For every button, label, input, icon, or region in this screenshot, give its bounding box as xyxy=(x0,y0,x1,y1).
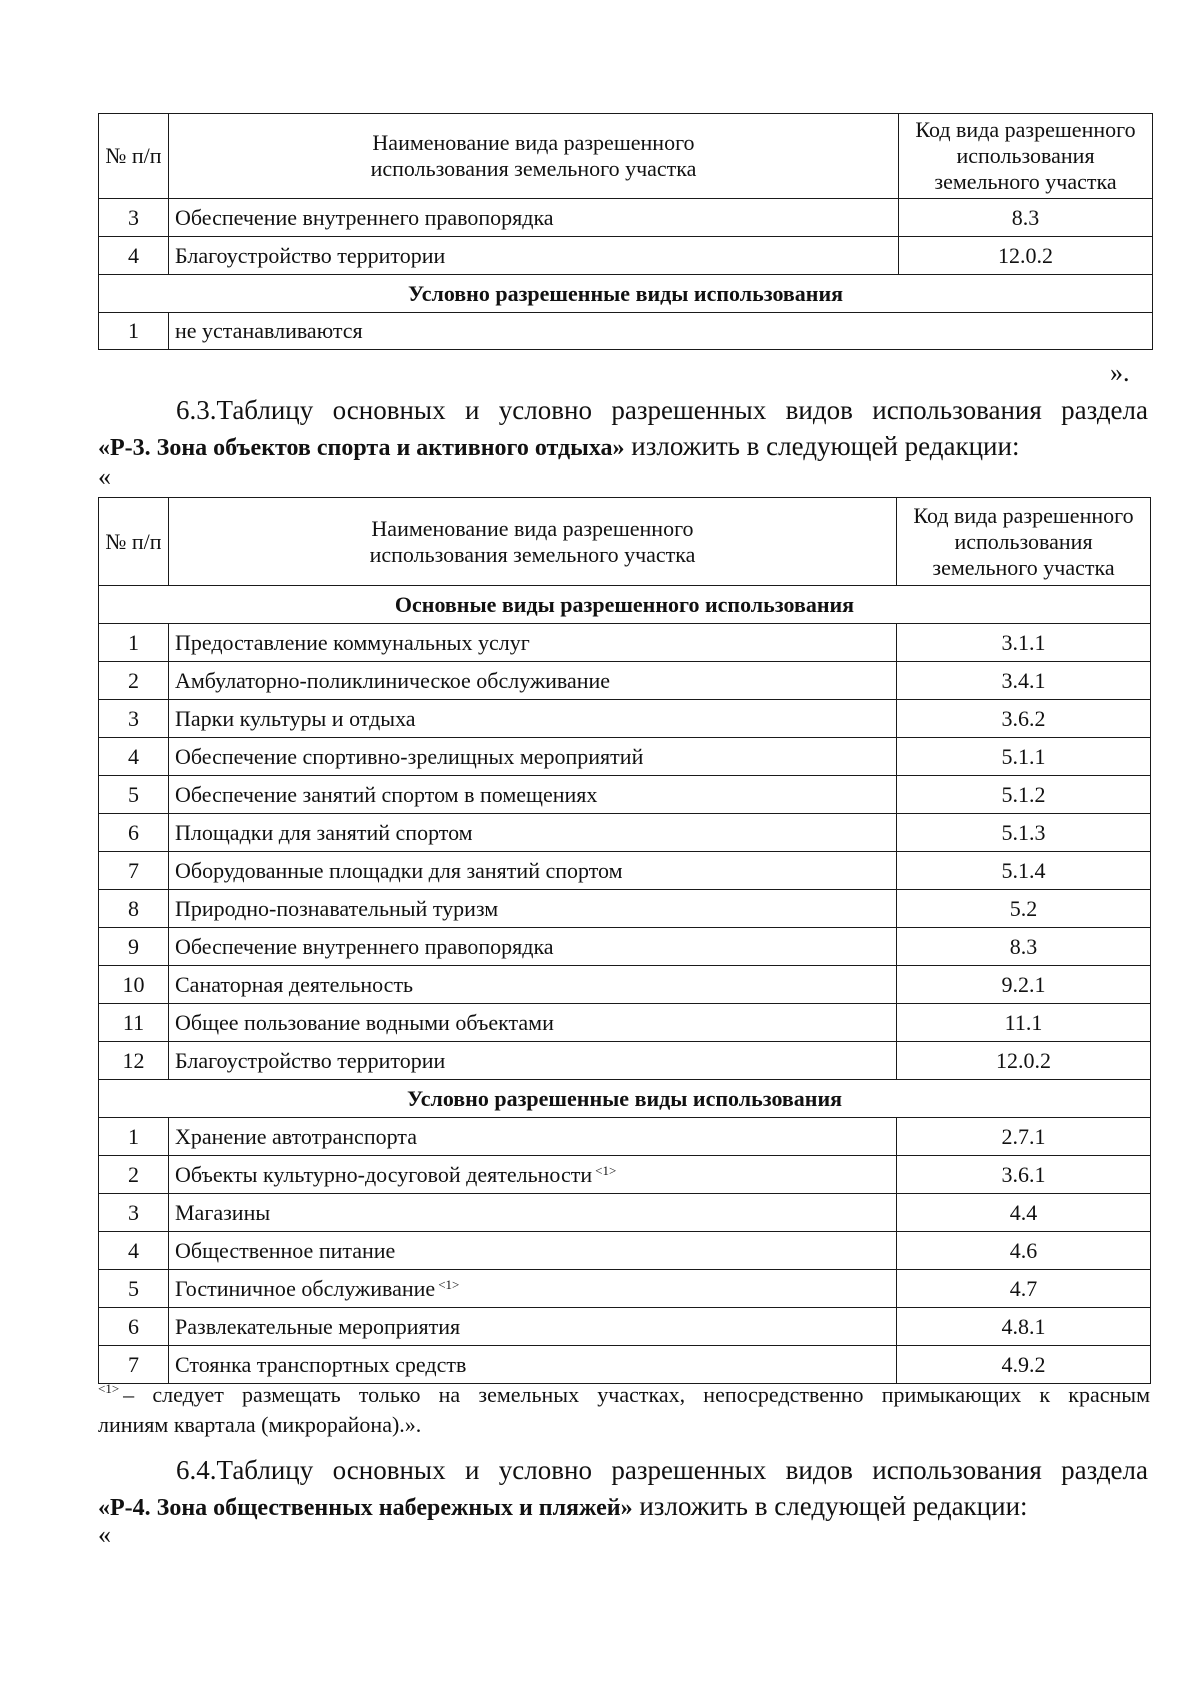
row-code: 3.1.1 xyxy=(897,624,1151,662)
row-name: Благоустройство территории xyxy=(169,237,899,275)
row-code: 5.1.1 xyxy=(897,738,1151,776)
row-num: 12 xyxy=(99,1042,169,1080)
row-name-text: Стоянка транспортных средств xyxy=(175,1351,467,1377)
table-row xyxy=(99,928,1151,966)
table-row xyxy=(99,966,1151,1004)
row-num: 4 xyxy=(99,738,169,776)
row-num: 1 xyxy=(99,1118,169,1156)
row-num: 2 xyxy=(99,1156,169,1194)
row-name-text: Обеспечение спортивно-зрелищных мероприятий xyxy=(175,743,644,769)
row-name xyxy=(169,662,897,700)
paragraph-6-4 xyxy=(98,1452,1148,1526)
row-name-text: Амбулаторно-поликлиническое обслуживание xyxy=(175,667,611,693)
table-row xyxy=(99,738,1151,776)
row-name xyxy=(169,890,897,928)
header-name: Наименование вида разрешенного использования земельного участка xyxy=(169,498,897,586)
paragraph-6-3-rest: изложить в следующей редакции: xyxy=(624,431,1020,461)
row-name xyxy=(169,738,897,776)
row-name-text: Гостиничное обслуживание xyxy=(175,1275,436,1301)
table-row xyxy=(99,1156,1151,1194)
row-code: 4.6 xyxy=(897,1232,1151,1270)
closing-quote: ». xyxy=(1110,358,1130,387)
header-name: Наименование вида разрешенного использования земельного участка xyxy=(169,114,899,199)
footnote-mark: <1> xyxy=(98,1381,120,1396)
row-name xyxy=(169,928,897,966)
row-name-text: Парки культуры и отдыха xyxy=(175,705,416,731)
row-code: 5.2 xyxy=(897,890,1151,928)
row-code: 9.2.1 xyxy=(897,966,1151,1004)
row-code: 8.3 xyxy=(897,928,1151,966)
row-name-text: Природно-познавательный туризм xyxy=(175,895,499,921)
section-row xyxy=(99,1080,1151,1118)
paragraph-6-3-zone: «Р-3. Зона объектов спорта и активного отдыха» xyxy=(98,435,625,461)
row-num: 9 xyxy=(99,928,169,966)
row-name-text: Оборудованные площадки для занятий спортом xyxy=(175,857,623,883)
row-name xyxy=(169,1042,897,1080)
row-code: 4.4 xyxy=(897,1194,1151,1232)
paragraph-6-4-rest: изложить в следующей редакции: xyxy=(632,1491,1028,1521)
table-row xyxy=(99,1308,1151,1346)
row-num: 8 xyxy=(99,890,169,928)
row-name-text: Развлекательные мероприятия xyxy=(175,1313,461,1339)
row-num: 3 xyxy=(99,1194,169,1232)
row-code: 5.1.2 xyxy=(897,776,1151,814)
row-code: 5.1.4 xyxy=(897,852,1151,890)
row-name xyxy=(169,624,897,662)
table-r3-zone xyxy=(98,497,1151,1384)
row-name-text: Объекты культурно-досуговой деятельности xyxy=(175,1161,593,1187)
row-name-text: Хранение автотранспорта xyxy=(175,1123,417,1149)
paragraph-6-3-text: 6.3.Таблицу основных и условно разрешенных видов использования раздела xyxy=(176,395,1148,425)
conditional-rows xyxy=(99,1118,1151,1384)
row-num: 6 xyxy=(99,814,169,852)
header-num: № п/п xyxy=(99,114,169,199)
footnote-line-2: линиям квартала (микрорайона).». xyxy=(98,1412,422,1437)
row-name xyxy=(169,1118,897,1156)
header-code: Код вида разрешенного использования земельного участка xyxy=(897,498,1151,586)
row-code: 8.3 xyxy=(899,199,1153,237)
paragraph-6-3 xyxy=(98,392,1148,466)
row-num: 4 xyxy=(99,1232,169,1270)
table-row xyxy=(99,313,1153,350)
table-row xyxy=(99,237,1153,275)
row-name xyxy=(169,852,897,890)
row-num: 5 xyxy=(99,776,169,814)
paragraph-6-4-zone: «Р-4. Зона общественных набережных и пляжей» xyxy=(98,1495,633,1521)
row-name xyxy=(169,700,897,738)
table-header-row xyxy=(99,498,1151,586)
row-name: Обеспечение внутреннего правопорядка xyxy=(169,199,899,237)
row-code: 4.7 xyxy=(897,1270,1151,1308)
header-code: Код вида разрешенного использования земельного участка xyxy=(899,114,1153,199)
row-num: 3 xyxy=(99,199,169,237)
row-code: 5.1.3 xyxy=(897,814,1151,852)
row-name xyxy=(169,1308,897,1346)
table-row xyxy=(99,199,1153,237)
row-num: 10 xyxy=(99,966,169,1004)
table-row xyxy=(99,1270,1151,1308)
footnote-ref: <1> xyxy=(438,1276,460,1292)
row-name-text: Магазины xyxy=(175,1199,271,1225)
row-name xyxy=(169,1346,897,1384)
row-num: 3 xyxy=(99,700,169,738)
footnote xyxy=(98,1380,1150,1440)
row-num: 4 xyxy=(99,237,169,275)
row-num: 7 xyxy=(99,852,169,890)
open-quote-2: « xyxy=(98,1520,111,1549)
section-main-title: Основные виды разрешенного использования xyxy=(99,586,1151,624)
table-row xyxy=(99,1004,1151,1042)
section-conditional-title: Условно разрешенные виды использования xyxy=(99,275,1153,313)
row-code: 11.1 xyxy=(897,1004,1151,1042)
section-row xyxy=(99,275,1153,313)
row-code: 2.7.1 xyxy=(897,1118,1151,1156)
row-name-text: Предоставление коммунальных услуг xyxy=(175,629,530,655)
row-num: 5 xyxy=(99,1270,169,1308)
table-row xyxy=(99,1042,1151,1080)
row-name xyxy=(169,1156,897,1194)
row-num: 2 xyxy=(99,662,169,700)
row-name-text: Общее пользование водными объектами xyxy=(175,1009,554,1035)
row-code: 3.6.2 xyxy=(897,700,1151,738)
row-code: 3.6.1 xyxy=(897,1156,1151,1194)
row-name xyxy=(169,776,897,814)
row-name-text: Обеспечение занятий спортом в помещениях xyxy=(175,781,598,807)
row-name xyxy=(169,1194,897,1232)
row-name-text: Площадки для занятий спортом xyxy=(175,819,473,845)
table-row xyxy=(99,776,1151,814)
section-row xyxy=(99,586,1151,624)
row-name xyxy=(169,1004,897,1042)
row-name-text: Общественное питание xyxy=(175,1237,396,1263)
table-row xyxy=(99,890,1151,928)
row-num: 1 xyxy=(99,313,169,350)
footnote-line-1: – следует размещать только на земельных участках, непосредственно примыкающих к красным xyxy=(123,1382,1150,1407)
row-name xyxy=(169,966,897,1004)
row-code: 3.4.1 xyxy=(897,662,1151,700)
row-code: 4.8.1 xyxy=(897,1308,1151,1346)
header-num: № п/п xyxy=(99,498,169,586)
table-continuation xyxy=(98,113,1153,350)
table-row xyxy=(99,852,1151,890)
row-name xyxy=(169,1270,897,1308)
row-name-text: Благоустройство территории xyxy=(175,1047,446,1073)
row-code: 4.9.2 xyxy=(897,1346,1151,1384)
table-row xyxy=(99,700,1151,738)
row-code: 12.0.2 xyxy=(897,1042,1151,1080)
table-row xyxy=(99,1194,1151,1232)
main-rows xyxy=(99,624,1151,1080)
row-name-text: Обеспечение внутреннего правопорядка xyxy=(175,933,554,959)
table-row xyxy=(99,1232,1151,1270)
row-num: 1 xyxy=(99,624,169,662)
row-name xyxy=(169,814,897,852)
row-name: не устанавливаются xyxy=(169,313,1153,350)
row-name xyxy=(169,1232,897,1270)
row-num: 6 xyxy=(99,1308,169,1346)
row-name-text: Санаторная деятельность xyxy=(175,971,414,997)
row-num: 11 xyxy=(99,1004,169,1042)
open-quote: « xyxy=(98,462,111,491)
table-row xyxy=(99,624,1151,662)
paragraph-6-4-text: 6.4.Таблицу основных и условно разрешенных видов использования раздела xyxy=(176,1455,1148,1485)
table-row xyxy=(99,814,1151,852)
section-conditional-title: Условно разрешенные виды использования xyxy=(99,1080,1151,1118)
table-row xyxy=(99,662,1151,700)
table-header-row xyxy=(99,114,1153,199)
row-num: 7 xyxy=(99,1346,169,1384)
table-row xyxy=(99,1118,1151,1156)
row-code: 12.0.2 xyxy=(899,237,1153,275)
footnote-ref: <1> xyxy=(595,1162,617,1178)
table-row xyxy=(99,1346,1151,1384)
